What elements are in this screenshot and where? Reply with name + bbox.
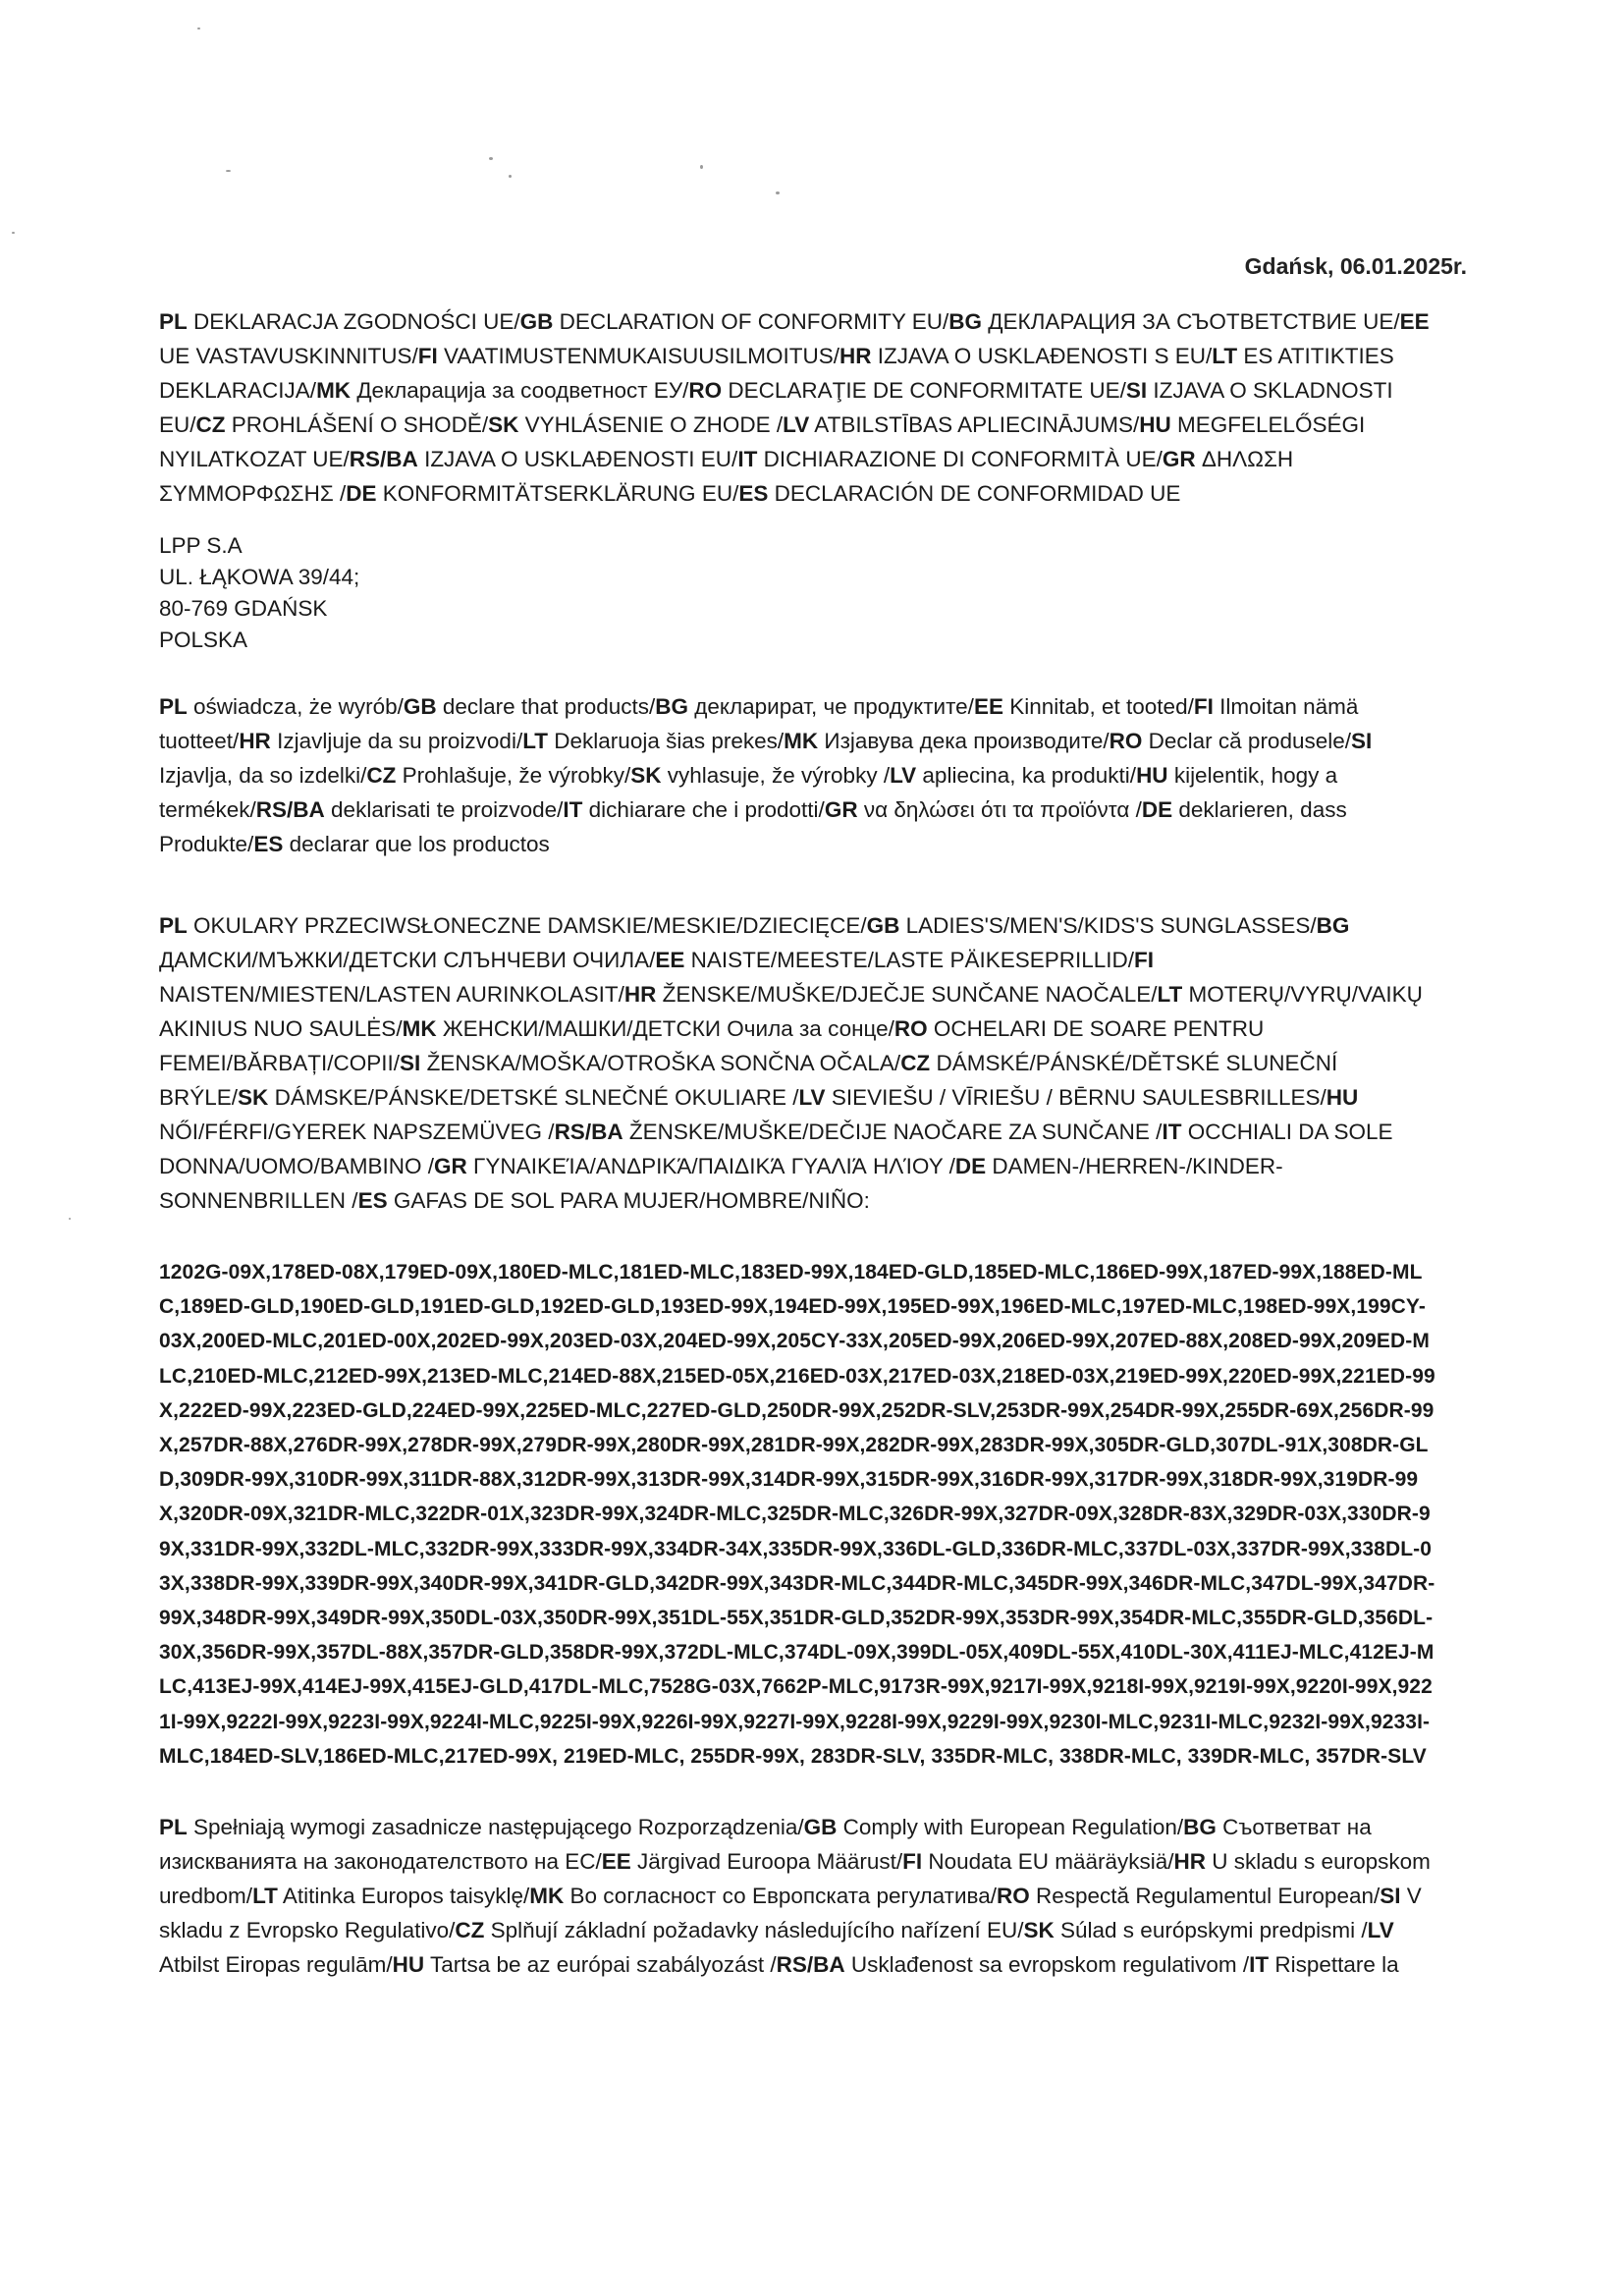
scan-speck (12, 232, 15, 234)
language-text: ŽENSKA/MOŠKA/OTROŠKA SONČNA OČALA/ (420, 1051, 901, 1075)
language-code: HR (1173, 1849, 1207, 1874)
declaration-title (159, 304, 1435, 511)
language-text: SIEVIEŠU / VĪRIEŠU / BĒRNU SAULESBRILLES/ (825, 1085, 1326, 1110)
language-code: FI (1134, 948, 1155, 972)
language-text: OKULARY PRZECIWSŁONECZNE DAMSKIE/MESKIE/DZIECIĘCE/ (187, 913, 867, 938)
language-code: EE (655, 948, 685, 972)
country: POLSKA (159, 628, 248, 652)
language-text: IZJAVA O USKLAĐENOSTI S EU/ (871, 344, 1213, 368)
language-code: IT (1162, 1120, 1182, 1144)
language-text: Ilmoitan nämä tuotteet/ (159, 694, 1359, 753)
language-code: GR (1162, 447, 1196, 471)
scan-speck (776, 191, 780, 194)
language-text: declarar que los productos (283, 832, 550, 856)
language-code: MK (529, 1884, 565, 1908)
language-code: FI (902, 1849, 923, 1874)
language-text: Prohlašuje, že výrobky/ (396, 763, 631, 788)
language-text: VYHLÁSENIE O ZHODE / (518, 412, 784, 437)
language-code: RO (1109, 729, 1143, 753)
language-code: RS/BA (255, 797, 325, 822)
language-code: SK (1023, 1918, 1055, 1942)
language-text: declare that products/ (436, 694, 656, 719)
language-code: MK (402, 1016, 437, 1041)
language-text: Izjavljuje da su proizvodi/ (270, 729, 523, 753)
language-text: Во согласност со Европската регулатива/ (564, 1884, 998, 1908)
language-code: LT (252, 1884, 278, 1908)
language-text: ES ATITIKTIES DEKLARACIJA/ (159, 344, 1394, 403)
language-code: SK (630, 763, 662, 788)
compliance-statement (159, 1810, 1435, 1982)
language-text: oświadcza, że wyrób/ (187, 694, 404, 719)
language-code: HU (1326, 1085, 1359, 1110)
language-code: MK (784, 729, 819, 753)
language-text: GAFAS DE SOL PARA MUJER/HOMBRE/NIÑO: (387, 1188, 870, 1213)
language-text: Usklađenost sa evropskom regulativom / (844, 1952, 1250, 1977)
language-text: DECLARACIÓN DE CONFORMIDAD UE (768, 481, 1181, 506)
language-text: ŽENSKE/MUŠKE/DJEČJE SUNČANE NAOČALE/ (656, 982, 1158, 1007)
language-text: DAMEN-/HERREN-/KINDER-SONNENBRILLEN / (159, 1154, 1283, 1213)
language-text: να δηλώσει ότι τα προϊόντα / (857, 797, 1142, 822)
language-code: DE (1141, 797, 1173, 822)
language-code: SK (238, 1085, 269, 1110)
language-text: LADIES'S/MEN'S/KIDS'S SUNGLASSES/ (899, 913, 1317, 938)
language-code: IT (563, 797, 583, 822)
document-date: Gdańsk, 06.01.2025r. (1244, 253, 1467, 279)
language-code: HU (1136, 763, 1168, 788)
language-text: vyhlasuje, že výrobky / (661, 763, 891, 788)
language-code: LT (1157, 982, 1183, 1007)
language-code: LT (522, 729, 549, 753)
product-description (159, 908, 1435, 1218)
language-code: BG (1316, 913, 1350, 938)
language-text: ДЕКЛАРАЦИЯ ЗА СЪОТВЕТСТВИЕ UE/ (982, 309, 1400, 334)
language-text: Atitinka Europos taisyklę/ (277, 1884, 530, 1908)
language-text: Noudata EU määräyksiä/ (922, 1849, 1174, 1874)
language-code: PL (159, 913, 188, 938)
language-text: ATBILSTĪBAS APLIECINĀJUMS/ (809, 412, 1140, 437)
language-text: deklarisati te proizvode/ (324, 797, 564, 822)
language-text: ŽENSKE/MUŠKE/DEČIJE NAOČARE ZA SUNČANE / (623, 1120, 1163, 1144)
language-code: MK (316, 378, 352, 403)
language-code: RO (893, 1016, 928, 1041)
language-text: Съответват на изискванията на законодателството на ЕС/ (159, 1815, 1372, 1874)
language-text: MOTERŲ/VYRŲ/VAIKŲ AKINIUS NUO SAULĖS/ (159, 982, 1423, 1041)
language-text: Декларација за соодветност ЕУ/ (351, 378, 689, 403)
language-code: CZ (900, 1051, 931, 1075)
language-code: PL (159, 694, 188, 719)
language-code: GR (824, 797, 858, 822)
language-text: ДАМСКИ/МЪЖКИ/ДЕТСКИ СЛЪНЧЕВИ ОЧИЛА/ (159, 948, 656, 972)
language-text: PROHLÁŠENÍ O SHODĚ/ (225, 412, 489, 437)
language-text: NAISTEN/MIESTEN/LASTEN AURINKOLASIT/ (159, 982, 624, 1007)
language-code: BG (948, 309, 983, 334)
language-text: Järgivad Euroopa Määrust/ (630, 1849, 903, 1874)
language-text: NŐI/FÉRFI/GYEREK NAPSZEMÜVEG / (159, 1120, 555, 1144)
scan-speck (509, 175, 512, 178)
language-code: HR (623, 982, 657, 1007)
language-code: RO (688, 378, 723, 403)
language-code: RS/BA (554, 1120, 623, 1144)
language-code: ES (253, 832, 284, 856)
language-text: DECLARATION OF CONFORMITY EU/ (553, 309, 949, 334)
scan-speck (226, 170, 231, 172)
language-text: DEKLARACJA ZGODNOŚCI UE/ (187, 309, 520, 334)
language-text: MEGFELELŐSÉGI NYILATKOZAT UE/ (159, 412, 1366, 471)
language-code: RS/BA (349, 447, 418, 471)
language-text: Rispettare la (1269, 1952, 1399, 1977)
language-code: DE (954, 1154, 987, 1178)
language-code: LV (783, 412, 810, 437)
language-text: DÁMSKÉ/PÁNSKÉ/DĚTSKÉ SLUNEČNÍ BRÝLE/ (159, 1051, 1338, 1110)
language-text: Declar că produsele/ (1142, 729, 1351, 753)
language-code: EE (601, 1849, 631, 1874)
language-code: IT (1249, 1952, 1270, 1977)
language-text: apliecina, ka produkti/ (916, 763, 1137, 788)
postal-city: 80-769 GDAŃSK (159, 596, 328, 621)
scan-speck (197, 27, 200, 29)
language-text: Изјавува дека производите/ (818, 729, 1110, 753)
company-address (159, 530, 1435, 656)
language-text: Comply with European Regulation/ (837, 1815, 1184, 1839)
language-text: V skladu z Evropsko Regulativo/ (159, 1884, 1422, 1942)
language-code: GB (519, 309, 554, 334)
language-code: GB (403, 694, 437, 719)
language-text: kijelentik, hogy a termékek/ (159, 763, 1338, 822)
language-code: PL (159, 309, 188, 334)
language-code: SK (488, 412, 519, 437)
language-text: ΓΥΝΑΙΚΕΊΑ/ΑΝΔΡΙΚΆ/ΠΑΙΔΙΚΆ ΓΥΑΛΙΆ ΗΛΊΟΥ / (466, 1154, 955, 1178)
language-code: RO (997, 1884, 1030, 1908)
language-text: deklarieren, dass Produkte/ (159, 797, 1347, 856)
language-code: CZ (366, 763, 397, 788)
language-text: OCHELARI DE SOARE PENTRU FEMEI/BĂRBAȚI/COPII/ (159, 1016, 1265, 1075)
language-text: Splňují základní požadavky následujícího nařízení EU/ (484, 1918, 1024, 1942)
language-text: KONFORMITÄTSERKLÄRUNG EU/ (376, 481, 739, 506)
language-text: IZJAVA O USKLAĐENOSTI EU/ (417, 447, 738, 471)
language-code: LT (1212, 344, 1238, 368)
scan-speck (700, 165, 703, 169)
scan-speck (489, 157, 493, 160)
language-code: HU (392, 1952, 425, 1977)
language-text: Deklaruoja šias prekes/ (548, 729, 785, 753)
language-text: Tartsa be az európai szabályozást / (424, 1952, 777, 1977)
language-text: U skladu s europskom uredbom/ (159, 1849, 1431, 1908)
language-code: ES (738, 481, 769, 506)
language-code: BG (655, 694, 688, 719)
language-code: LV (890, 763, 917, 788)
language-text: ЖЕНСКИ/МАШКИ/ДЕТСКИ Очила за сонце/ (436, 1016, 894, 1041)
language-code: ES (357, 1188, 388, 1213)
language-code: FI (417, 344, 438, 368)
language-text: dichiarare che i prodotti/ (582, 797, 825, 822)
street-address: UL. ŁĄKOWA 39/44; (159, 565, 360, 589)
language-text: ΔΗΛΩΣΗ ΣΥΜΜΟΡΦΩΣΗΣ / (159, 447, 1294, 506)
language-code: SI (1125, 378, 1148, 403)
company-name: LPP S.A (159, 533, 243, 558)
language-code: EE (973, 694, 1003, 719)
language-code: LV (1367, 1918, 1394, 1942)
language-code: BG (1183, 1815, 1217, 1839)
language-text: DÁMSKE/PÁNSKE/DETSKÉ SLNEČNÉ OKULIARE / (268, 1085, 799, 1110)
language-code: IT (737, 447, 758, 471)
scan-speck (69, 1218, 71, 1220)
declaration-statement (159, 689, 1435, 861)
language-text: OCCHIALI DA SOLE DONNA/UOMO/BAMBINO / (159, 1120, 1393, 1178)
language-code: GR (434, 1154, 467, 1178)
language-code: RS/BA (776, 1952, 845, 1977)
language-code: GB (803, 1815, 838, 1839)
language-text: Kinnitab, et tooted/ (1002, 694, 1194, 719)
product-code-list: 1202G-09X,178ED-08X,179ED-09X,180ED-MLC,181ED-MLC,183ED-99X,184ED-GLD,185ED-MLC,186ED-99X,187ED-99X,188ED-MLC,189ED-GLD,190ED-GLD,191ED-GLD,192ED-GLD,193ED-99X,194ED-99X,195ED-99X,196ED-MLC,197ED-MLC,198ED-99X,199CY-03X,200ED-MLC,201ED-00X,202ED-99X,203ED-03X,204ED-99X,205CY-33X,205ED-99X,206ED-99X,207ED-88X,208ED-99X,209ED-MLC,210ED-MLC,212ED-99X,213ED-MLC,214ED-88X,215ED-05X,216ED-03X,217ED-03X,218ED-03X,219ED-99X,220ED-99X,221ED-99X,222ED-99X,223ED-GLD,224ED-99X,225ED-MLC,227ED-GLD,250DR-99X,252DR-SLV,253DR-99X,254DR-99X,255DR-69X,256DR-99X,257DR-88X,276DR-99X,278DR-99X,279DR-99X,280DR-99X,281DR-99X,282DR-99X,283DR-99X,305DR-GLD,307DL-91X,308DR-GLD,309DR-99X,310DR-99X,311DR-88X,312DR-99X,313DR-99X,314DR-99X,315DR-99X,316DR-99X,317DR-99X,318DR-99X,319DR-99X,320DR-09X,321DR-MLC,322DR-01X,323DR-99X,324DR-MLC,325DR-MLC,326DR-99X,327DR-09X,328DR-83X,329DR-03X,330DR-99X,331DR-99X,332DL-MLC,332DR-99X,333DR-99X,334DR-34X,335DR-99X,336DL-GLD,336DR-MLC,337DL-03X,337DR-99X,338DL-03X,338DR-99X,339DR-99X,340DR-99X,341DR-GLD,342DR-99X,343DR-MLC,344DR-MLC,345DR-99X,346DR-MLC,347DL-99X,347DR-99X,348DR-99X,349DR-99X,350DL-03X,350DR-99X,351DL-55X,351DR-GLD,352DR-99X,353DR-99X,354DR-MLC,355DR-GLD,356DL-30X,356DR-99X,357DL-88X,357DR-GLD,358DR-99X,372DL-MLC,374DL-09X,399DL-05X,409DL-55X,410DL-30X,411EJ-MLC,412EJ-MLC,413EJ-99X,414EJ-99X,415EJ-GLD,417DL-MLC,7528G-03X,7662P-MLC,9173R-99X,9217I-99X,9218I-99X,9219I-99X,9220I-99X,9221I-99X,9222I-99X,9223I-99X,9224I-MLC,9225I-99X,9226I-99X,9227I-99X,9228I-99X,9229I-99X,9230I-MLC,9231I-MLC,9232I-99X,9233I-MLC,184ED-SLV,186ED-MLC,217ED-99X, 219ED-MLC, 255DR-99X, 283DR-SLV, 335DR-MLC, 338DR-MLC, 339DR-MLC, 357DR-SLV (159, 1261, 1435, 1768)
language-text: Respectă Regulamentul European/ (1029, 1884, 1380, 1908)
language-code: PL (159, 1815, 188, 1839)
language-text: UE VASTAVUSKINNITUS/ (159, 344, 418, 368)
language-text: NAISTE/MEESTE/LASTE PÄIKESEPRILLID/ (684, 948, 1135, 972)
language-code: GB (866, 913, 900, 938)
language-code: SI (400, 1051, 421, 1075)
language-code: CZ (455, 1918, 485, 1942)
language-code: FI (1193, 694, 1214, 719)
language-code: CZ (195, 412, 226, 437)
language-code: EE (1399, 309, 1430, 334)
language-text: DECLARAŢIE DE CONFORMITATE UE/ (722, 378, 1126, 403)
language-code: HU (1139, 412, 1171, 437)
language-code: SI (1351, 729, 1373, 753)
language-text: Spełniają wymogi zasadnicze następującego Rozporządzenia/ (187, 1815, 804, 1839)
language-code: DE (346, 481, 377, 506)
language-text: Súlad s európskymi predpismi / (1054, 1918, 1368, 1942)
language-text: Izjavlja, da so izdelki/ (159, 763, 367, 788)
language-code: HR (839, 344, 872, 368)
language-code: LV (798, 1085, 826, 1110)
language-code: HR (239, 729, 271, 753)
language-text: VAATIMUSTENMUKAISUUSILMOITUS/ (437, 344, 840, 368)
language-text: декларират, че продуктите/ (688, 694, 974, 719)
language-text: IZJAVA O SKLADNOSTI EU/ (159, 378, 1393, 437)
language-code: SI (1380, 1884, 1401, 1908)
language-text: DICHIARAZIONE DI CONFORMITÀ UE/ (757, 447, 1163, 471)
language-text: Atbilst Eiropas regulām/ (159, 1952, 393, 1977)
